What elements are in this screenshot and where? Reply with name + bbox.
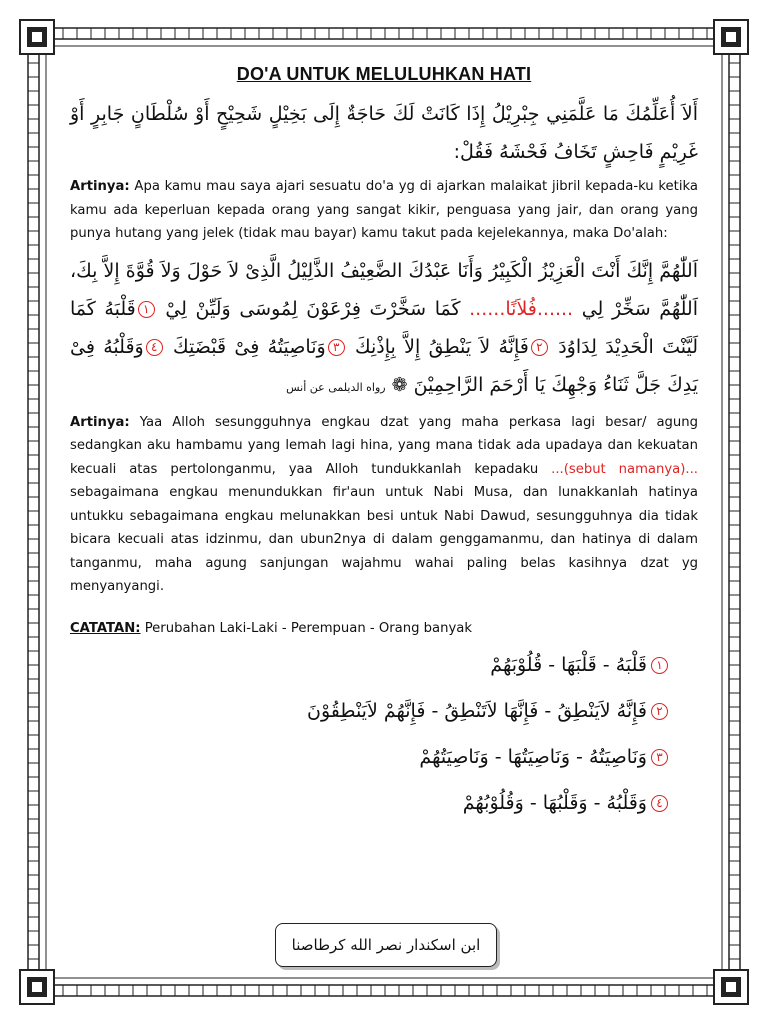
corner-ornament-br — [714, 970, 748, 1004]
document-body — [70, 58, 698, 826]
catatan-label: CATATAN: — [70, 620, 141, 636]
translation-intro — [70, 175, 698, 246]
corner-ornament-bl — [20, 970, 54, 1004]
marker-1: ١ — [138, 301, 155, 318]
translation-label: Artinya: — [70, 414, 130, 430]
variant-row-3 — [70, 734, 698, 780]
translation-text: sebagaimana engkau menundukkan fir'aun untuk Nabi Musa, dan lunakkanlah hatinya untukku sebagaimana engkau melunakkan besi untuk Nabi Dawud, sesungguhnya dia tidak bicara kecuali atas idzinmu, dan ubun2nya di dalam genggamanmu, dan hatinya di dalam tanganmu, maha agung sanjungan wajahmu wahai paling belas kasihnya dzat yg menyanyangi. — [70, 485, 698, 594]
doa-part: وَنَاصِيَتُهُ فِىْ قَبْضَتِكَ — [164, 335, 326, 358]
variant-row-2 — [70, 688, 698, 734]
doa-part: قَلْبَهُ كَمَا لَيَّنْتَ الْحَدِيْدَ لِدَاوُدَ — [70, 297, 698, 358]
name-placeholder-latin: ...(sebut namanya)... — [551, 461, 698, 477]
variant-text: قَلْبَهُ - قَلْبَهَا - قُلُوْبَهُمْ — [490, 653, 647, 676]
variant-marker: ١ — [651, 657, 668, 674]
variant-text: وَنَاصِيَتُهُ - وَنَاصِيَتُهَا - وَنَاصِيَتُهُمْ — [419, 745, 647, 768]
marker-4: ٤ — [146, 339, 163, 356]
variant-marker: ٣ — [651, 749, 668, 766]
variant-marker: ٤ — [651, 795, 668, 812]
doa-part: اَللّٰهُمَّ إِنَّكَ أَنْتَ الْعَزِيْزُ الْكَبِيْرُ وَأَنَا عَبْدُكَ الضَّعِيْفُ الذَّلِيْلُ الَّذِىْ لاَ حَوْلَ وَلاَ قُوَّةَ إِلاَّ بِكَ، اَللّٰهُمَّ سَخِّرْ لِي — [70, 259, 698, 320]
variant-marker: ٢ — [651, 703, 668, 720]
corner-ornament-tr — [714, 20, 748, 54]
translation-label: Artinya: — [70, 179, 130, 194]
marker-3: ٣ — [328, 339, 345, 356]
variant-text: فَإِنَّهُ لاَيَنْطِقُ - فَإِنَّهَا لاَتَنْطِقُ - فَإِنَّهُمْ لاَيَنْطِقُوْنَ — [306, 699, 647, 722]
translation-text: Yaa Alloh sesungguhnya engkau dzat yang maha perkasa lagi besar/ agung sedangkan aku hambamu yang lemah lagi hina, yang mana tidak ada upadaya dan kekuatan kecuali atas pertolonganmu, yaa Alloh tundukkanlah kepadaku — [70, 414, 698, 477]
arabic-intro: أَلاَ أُعَلِّمُكَ مَا عَلَّمَنِي جِبْرِيْلُ إِذَا كَانَتْ لَكَ حَاجَةٌ إِلَى بَخِيْلٍ شَحِيْحٍ أَوْ سُلْطَانٍ جَابِرٍ أَوْ غَرِيْمٍ فَاحِشٍ تَخَافُ فَحْشَهُ فَقُلْ: — [70, 103, 698, 163]
doa-part: كَمَا سَخَّرْتَ فِرْعَوْنَ لِمُوسَى وَلَيِّنْ لِيْ — [156, 297, 470, 320]
variant-row-4 — [70, 780, 698, 826]
page-title: DO'A UNTUK MELULUHKAN HATI — [236, 64, 532, 84]
author-signature-box: ابن اسكندار نصر الله كرطاصنا — [275, 923, 497, 967]
marker-2: ٢ — [531, 339, 548, 356]
translation-text: Apa kamu mau saya ajari sesuatu do'a yg di ajarkan malaikat jibril kepada-ku ketika kamu ada keperluan kepada orang yang sangat kikir, penguasa yang jair, dan orang yang punya hutang yang jelek (tidak mau bayar) kamu takut pada kejelekannya, maka Do'alah: — [70, 179, 698, 241]
variant-text: وَقَلْبُهُ - وَقَلْبُهَا - وَقُلُوْبُهُمْ — [462, 791, 647, 814]
translation-doa — [70, 411, 698, 599]
variant-row-1 — [70, 642, 698, 688]
name-placeholder: ......فُلاَنًا...... — [469, 297, 574, 320]
catatan-text: Perubahan Laki-Laki - Perempuan - Orang banyak — [140, 620, 473, 636]
arabic-doa — [70, 252, 698, 407]
doa-part: فَإِنَّهُ لاَ يَنْطِقُ إِلاَّ بِإِذْنِكَ — [346, 335, 529, 358]
doa-part: وَقَلْبُهُ فِىْ يَدِكَ جَلَّ ثَنَاءُ وَجْهِكَ يَا أَرْحَمَ الرَّاحِمِيْنَ ❁ — [70, 335, 698, 396]
catatan-heading — [70, 621, 698, 636]
narration-note: رواه الديلمى عن أنس — [286, 380, 386, 394]
corner-ornament-tl — [20, 20, 54, 54]
